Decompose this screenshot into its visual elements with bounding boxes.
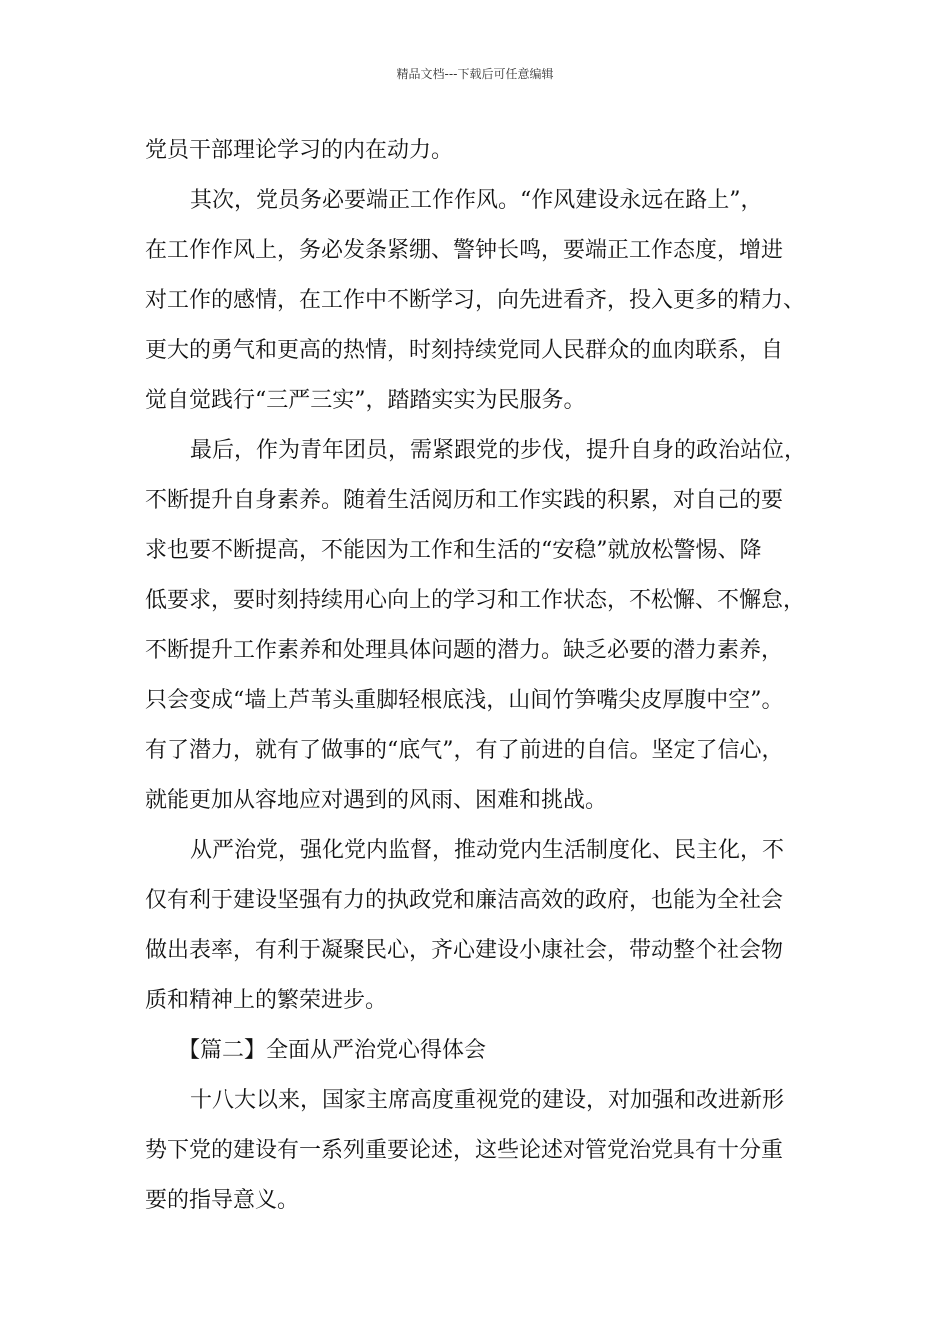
text-line-17: 做出表率，有利于凝聚民心，齐心建设小康社会，带动整个社会物 [145, 938, 784, 963]
text-line-14: 就能更加从容地应对遇到的风雨、困难和挑战。 [145, 788, 608, 813]
text-line-10: 低要求，要时刻持续用心向上的学习和工作状态，不松懈、不懈怠， [145, 588, 806, 613]
text-line-11: 不断提升工作素养和处理具体问题的潜力。缺乏必要的潜力素养， [145, 638, 784, 663]
text-line-12: 只会变成“墙上芦苇头重脚轻根底浅，山间竹笋嘴尖皮厚腹中空”。 [145, 688, 784, 713]
text-line-4: 对工作的感情，在工作中不断学习，向先进看齐，投入更多的精力、 [145, 288, 806, 313]
page-header: 精品文档---下载后可任意编辑 [396, 67, 554, 81]
text-line-15: 从严治党，强化党内监督，推动党内生活制度化、民主化，不 [190, 838, 785, 863]
text-line-3: 在工作作风上，务必发条紧绷、警钟长鸣，要端正工作态度，增进 [145, 238, 784, 263]
text-line-13: 有了潜力，就有了做事的“底气”，有了前进的自信。坚定了信心， [145, 738, 784, 763]
text-line-7: 最后，作为青年团员，需紧跟党的步伐，提升自身的政治站位， [190, 438, 807, 463]
section-heading: 【篇二】全面从严治党心得体会 [178, 1038, 487, 1063]
text-line-22: 要的指导意义。 [145, 1188, 300, 1213]
text-line-8: 不断提升自身素养。随着生活阅历和工作实践的积累，对自己的要 [145, 488, 784, 513]
text-line-20: 十八大以来，国家主席高度重视党的建设，对加强和改进新形 [190, 1088, 785, 1113]
text-line-21: 势下党的建设有一系列重要论述，这些论述对管党治党具有十分重 [145, 1138, 784, 1163]
text-line-6: 觉自觉践行“三严三实”，踏踏实实为民服务。 [145, 388, 586, 413]
text-line-5: 更大的勇气和更高的热情，时刻持续党同人民群众的血肉联系，自 [145, 338, 784, 363]
text-line-2: 其次，党员务必要端正工作作风。“作风建设永远在路上”， [190, 188, 763, 213]
text-line-9: 求也要不断提高，不能因为工作和生活的“安稳”就放松警惕、降 [145, 538, 762, 563]
text-line-18: 质和精神上的繁荣进步。 [145, 988, 388, 1013]
text-line-1: 党员干部理论学习的内在动力。 [145, 138, 454, 163]
text-line-16: 仅有利于建设坚强有力的执政党和廉洁高效的政府，也能为全社会 [145, 888, 784, 913]
